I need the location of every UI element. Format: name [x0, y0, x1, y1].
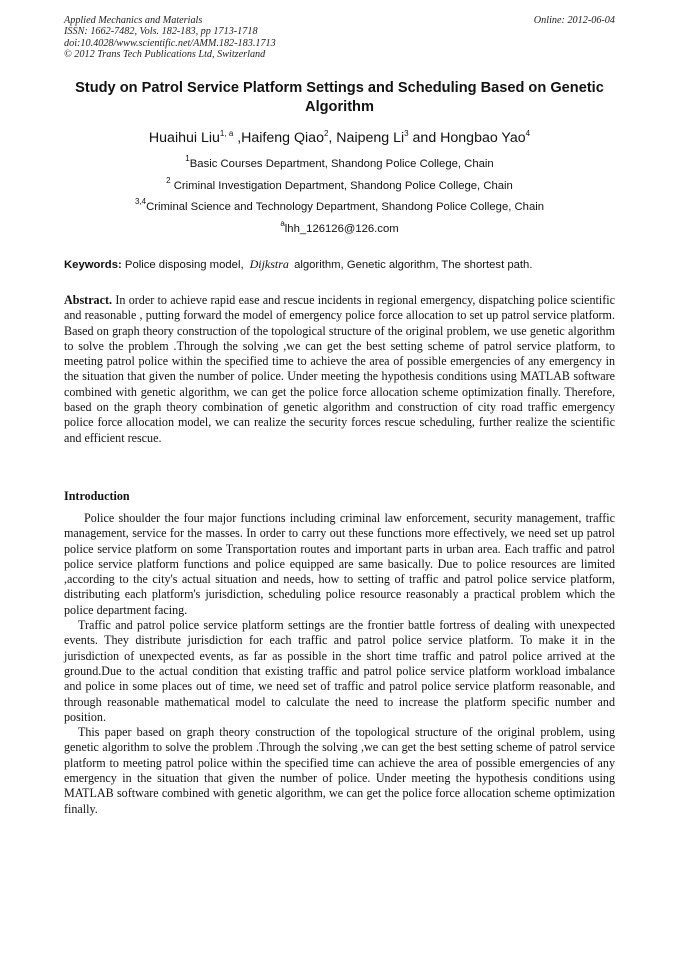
abstract-label: Abstract.: [64, 293, 113, 307]
journal-header: [64, 15, 615, 61]
body-paragraph: Traffic and patrol police service platform settings are the frontier battle fortress of dealing with unexpected events. They distribute jurisdiction for each traffic and patrol police service platform. To make it in the jurisdiction of unexpected events, as far as possible in the short time traffic and patrol police arrived at the ground.Due to the actual condition that existing traffic and patrol police service platform workload imbalance and police in some places out of time, we need set of traffic and patrol police service platform reasonable, and through reasonable mathematical model to calculate the need to increase the platform specific number and position.: [64, 618, 615, 724]
author-name: ,Haifeng Qiao: [233, 130, 324, 146]
author-affiliation-mark: 2: [323, 129, 329, 138]
abstract-paragraph: [64, 293, 615, 446]
keywords-text: Police disposing model,: [121, 259, 244, 271]
doi-line: doi:10.4028/www.scientific.net/AMM.182-183.1713: [64, 37, 276, 49]
abstract-text: In order to achieve rapid ease and rescue incidents in regional emergency, dispatching police scientific and reasonable , putting forward the model of emergency police force allocation to set up patrol service platform. Based on graph theory construction of the topological structure of the original problem, we use genetic algorithm to solve the problem .Through the solving ,we can get the best setting scheme of patrol service platform, to meeting patrol police within the specified time to achieve the area of possible emergencies of any emergency in the situation that given the number of police. Under meeting the hypothesis conditions using MATLAB software combined with genetic algorithm, we can get the police force allocation scheme optimization finally. Therefore, based on the graph theory combination of genetic algorithm and construction of city road traffic emergency police force allocation model, we can realize the security forces rescue scheduling, further realize the scientific and efficient rescue.: [64, 293, 615, 445]
author-name: Huaihui Liu: [148, 130, 220, 146]
email-address[interactable]: lhh_126126@126.com: [284, 223, 399, 235]
author-affiliation-mark: 4: [525, 129, 531, 138]
journal-name: Applied Mechanics and Materials: [64, 15, 203, 26]
author-affiliation-mark: 1, a: [219, 129, 234, 138]
affiliation-text: Criminal Science and Technology Department, Shandong Police College, Chain: [146, 201, 545, 213]
author-affiliation-mark: 3: [404, 129, 409, 138]
author-name: and Hongbao Yao: [408, 130, 526, 146]
affiliation-email: [64, 219, 615, 236]
body-paragraph: Police shoulder the four major functions including criminal law enforcement, security management, traffic management, service for the masses. In order to carry out these functions more effectively, we need set up patrol police service platform on some Transportation routes and important parts in urban area. Each traffic and patrol police service platform functions and police equipped are same basically. Due to police resources are limited ,according to the city's actual situation and needs, how to setting of traffic and patrol police service platform, distributing each platform's jurisdiction, scheduling police resource reasonably a practical problem which the police department facing.: [64, 511, 615, 617]
affiliation-mark: 1: [185, 154, 190, 163]
keywords-text: algorithm, Genetic algorithm, The shortest path.: [290, 259, 533, 271]
author-list: [64, 129, 615, 147]
affiliation-mark: a: [280, 219, 285, 228]
affiliation-text: Criminal Investigation Department, Shandong Police College, Chain: [170, 180, 513, 192]
keywords-line: [64, 257, 615, 272]
affiliation-3: [64, 197, 615, 214]
affiliation-mark: 3,4: [134, 197, 147, 206]
keywords-italic-term: Dijkstra: [249, 257, 289, 271]
keywords-label: Keywords:: [64, 259, 122, 271]
body-paragraph: This paper based on graph theory construction of the topological structure of the original problem, using genetic algorithm to solve the problem .Through the solving ,we can get the best setting scheme of patrol service platform to meeting patrol police within the specified time can achieve the area of possible emergencies of any emergency in the situation that given the number of police. Under meeting the hypothesis conditions using MATLAB software combined with genetic algorithm, we can get the police force allocation scheme optimization finally.: [64, 725, 615, 816]
affiliation-text: Basic Courses Department, Shandong Police College, Chain: [189, 158, 494, 170]
paper-title: Study on Patrol Service Platform Settings and Scheduling Based on Genetic Algorithm: [75, 80, 604, 115]
affiliation-mark: 2: [166, 176, 171, 185]
affiliation-2: [64, 176, 615, 193]
introduction-body: [64, 511, 615, 817]
introduction-heading: Introduction: [64, 489, 130, 503]
affiliation-1: [64, 154, 615, 171]
copyright-line: © 2012 Trans Tech Publications Ltd, Switzerland: [64, 49, 266, 61]
online-date: Online: 2012-06-04: [533, 15, 615, 26]
issn-line: ISSN: 1662-7482, Vols. 182-183, pp 1713-1718: [64, 26, 258, 38]
author-name: , Naipeng Li: [328, 130, 405, 146]
